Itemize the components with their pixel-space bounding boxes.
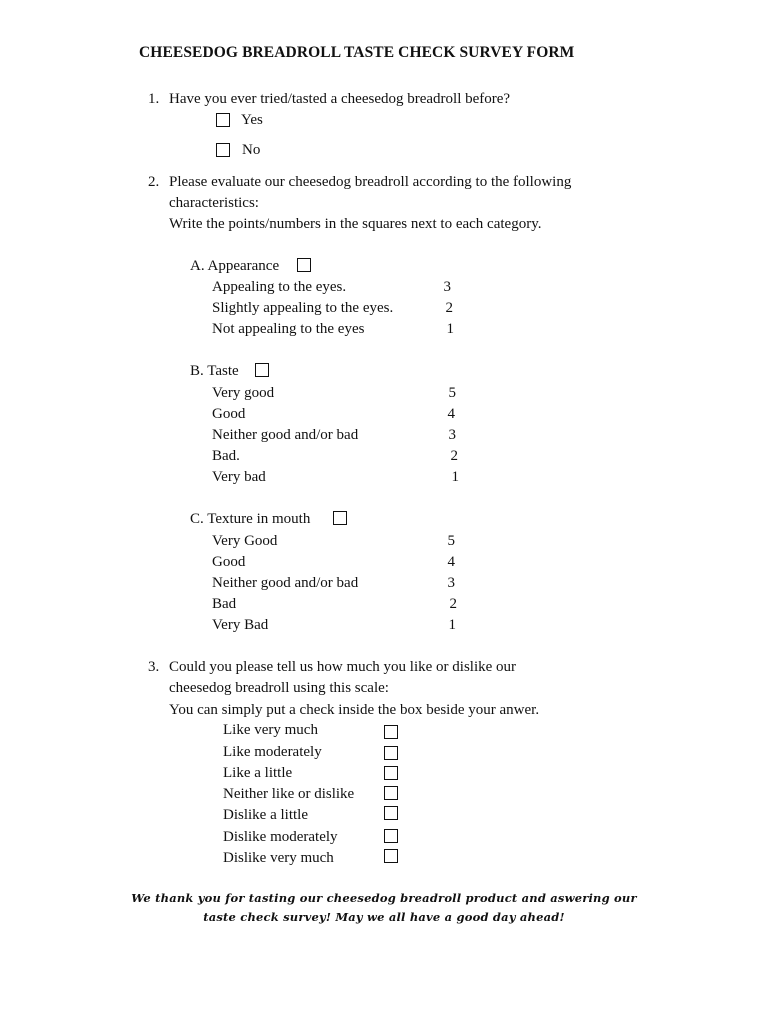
q3-option-label: Neither like or dislike [223, 786, 355, 802]
taste-item-text: Bad. [212, 448, 240, 464]
texture-item-points: 3 [447, 575, 455, 591]
texture-item-text: Very Bad [212, 617, 269, 633]
appearance-label: A. Appearance [190, 258, 280, 274]
taste-item-text: Very bad [212, 469, 266, 485]
taste-item-points: 3 [448, 427, 456, 443]
page-title: CHEESEDOG BREADROLL TASTE CHECK SURVEY FORM [139, 44, 575, 61]
taste-item-text: Good [212, 406, 246, 422]
q3-option-checkbox[interactable] [384, 766, 398, 780]
texture-label: C. Texture in mouth [190, 511, 311, 527]
q3-option-label: Dislike very much [223, 850, 334, 866]
taste-item-text: Very good [212, 385, 275, 401]
texture-item-points: 1 [448, 617, 456, 633]
q3-option-checkbox[interactable] [384, 849, 398, 863]
taste-item-points: 2 [450, 448, 458, 464]
q3-option-label: Dislike a little [223, 807, 308, 823]
q3-option-checkbox[interactable] [384, 829, 398, 843]
thank-you-line-2: taste check survey! May we all have a good day ahead! [203, 910, 565, 924]
q2-line-1: Please evaluate our cheesedog breadroll according to the following [169, 174, 572, 190]
appearance-item-text: Not appealing to the eyes [212, 321, 365, 337]
q1-yes-checkbox[interactable] [216, 113, 230, 127]
texture-item-text: Bad [212, 596, 237, 612]
taste-label: B. Taste [190, 363, 239, 379]
taste-item-points: 1 [451, 469, 459, 485]
q1-no-label: No [242, 142, 261, 158]
q3-option-label: Like a little [223, 765, 293, 781]
appearance-item-text: Slightly appealing to the eyes. [212, 300, 394, 316]
taste-item-points: 4 [447, 406, 455, 422]
appearance-score-box[interactable] [297, 258, 311, 272]
q3-option-checkbox[interactable] [384, 786, 398, 800]
q3-option-checkbox[interactable] [384, 806, 398, 820]
appearance-item-points: 1 [446, 321, 454, 337]
q3-option-label: Like moderately [223, 744, 322, 760]
appearance-item-points: 2 [445, 300, 453, 316]
q3-option-label: Like very much [223, 722, 318, 738]
q3-option-checkbox[interactable] [384, 746, 398, 760]
texture-item-points: 2 [449, 596, 457, 612]
q3-option-checkbox[interactable] [384, 725, 398, 739]
q3-line-1: Could you please tell us how much you like or dislike our [169, 659, 517, 675]
q1-yes-label: Yes [241, 112, 263, 128]
taste-item-text: Neither good and/or bad [212, 427, 359, 443]
q3-line-2: cheesedog breadroll using this scale: [169, 680, 389, 696]
q3-number: 3. [148, 659, 160, 675]
texture-item-text: Good [212, 554, 246, 570]
texture-item-points: 5 [447, 533, 455, 549]
q1-no-checkbox[interactable] [216, 143, 230, 157]
q2-line-2: characteristics: [169, 195, 259, 211]
texture-item-points: 4 [447, 554, 455, 570]
q2-number: 2. [148, 174, 160, 190]
appearance-item-text: Appealing to the eyes. [212, 279, 347, 295]
q1-text: Have you ever tried/tasted a cheesedog breadroll before? [169, 91, 511, 107]
texture-item-text: Very Good [212, 533, 278, 549]
q3-line-3: You can simply put a check inside the box beside your anwer. [169, 702, 540, 718]
taste-item-points: 5 [448, 385, 456, 401]
q3-option-label: Dislike moderately [223, 829, 338, 845]
q2-line-3: Write the points/numbers in the squares next to each category. [169, 216, 542, 232]
q1-number: 1. [148, 91, 160, 107]
taste-score-box[interactable] [255, 363, 269, 377]
texture-item-text: Neither good and/or bad [212, 575, 359, 591]
appearance-item-points: 3 [443, 279, 451, 295]
thank-you-line-1: We thank you for tasting our cheesedog breadroll product and aswering our [131, 891, 637, 905]
texture-score-box[interactable] [333, 511, 347, 525]
